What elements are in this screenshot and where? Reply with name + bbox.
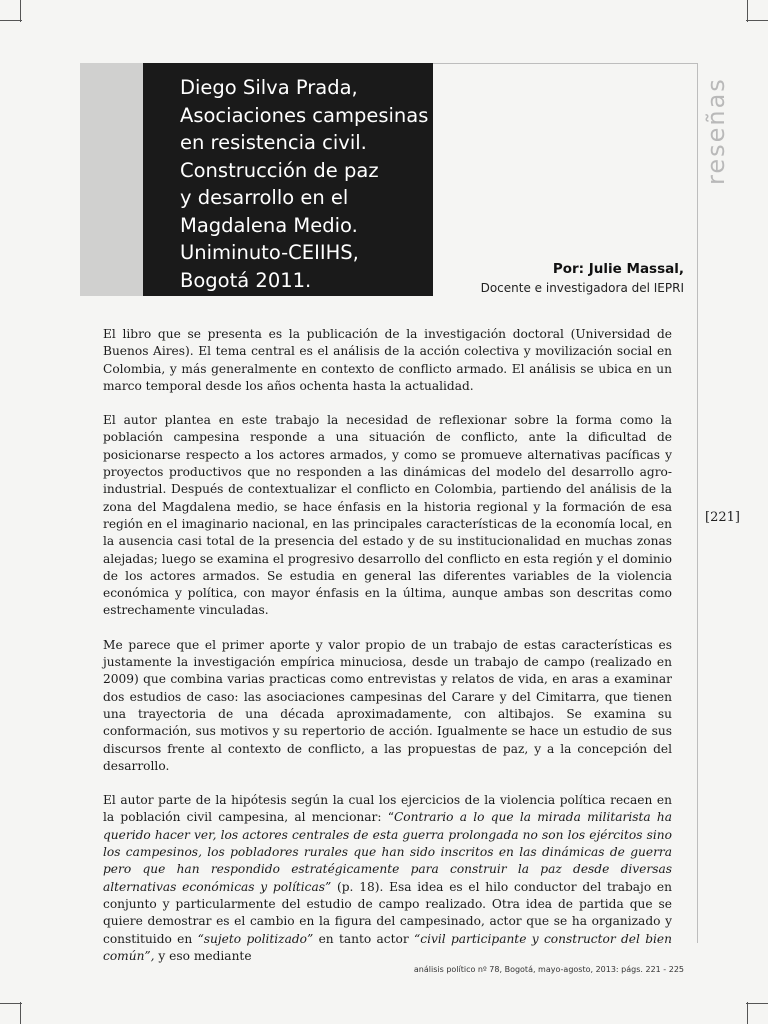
review-title: [180, 74, 429, 294]
paragraph: El autor plantea en este trabajo la necesidad de reflexionar sobre la forma como la población campesina responde a una situación de conflicto, ante la dificultad de posicionarse respecto a los actores armados, y como se promueve alternativas pacíficas y proyectos productivos que no responden a las dinámicas del modelo del desarrollo agro-industrial. Después de contextualizar el conflicto en Colombia, partiendo del análisis de la zona del Magdalena medio, se hace énfasis en la historia regional y la formación de esa región en el imaginario nacional, en las principales características de la economía local, en la ausencia casi total de la presencia del estado y de su institucionalidad en muchas zonas alejadas; luego se examina el progresivo desarrollo del conflicto en esta región y el dominio de los actores armados. Se estudia en general las diferentes variables de la violencia económica y política, con mayor énfasis en la última, aunque ambas son descritas como estrechamente vinculadas.: [103, 413, 672, 618]
title-line: Construcción de paz: [180, 158, 379, 182]
quote-text: Contrario a lo que la mirada militarista ha querido hacer ver, los actores centrales de esta guerra prolongada no son los ejércitos sino los campesinos, los pobladores rurales que han sido inscritos en las dinámicas de guerra pero que han respondido estratégicamente para construir la paz desde diversas alternativas económicas y políticas”: [103, 810, 672, 894]
crop-mark: [747, 0, 748, 22]
crop-mark: [20, 1002, 21, 1024]
crop-mark: [746, 1003, 768, 1004]
journal-footer: análisis político nº 78, Bogotá, mayo-agosto, 2013: págs. 221 - 225: [413, 965, 684, 974]
title-line: Magdalena Medio.: [180, 213, 358, 237]
author-block: [481, 261, 684, 295]
title-line: Uniminuto-CEIIHS,: [180, 241, 359, 264]
author-role: Docente e investigadora del IEPRI: [480, 281, 684, 295]
paragraph-text: en tanto actor: [313, 931, 415, 946]
quote-text: “sujeto politizado”: [197, 931, 314, 946]
title-line: y desarrollo en el: [180, 186, 349, 209]
author-name: Por: Julie Massal,: [552, 261, 684, 277]
title-side-bar: [80, 63, 143, 296]
title-line: Bogotá 2011.: [180, 268, 312, 292]
page-number: [221]: [705, 510, 740, 525]
paragraph: [103, 792, 672, 965]
frame-right-rule: [697, 63, 698, 943]
crop-mark: [0, 20, 22, 21]
paragraph: Me parece que el primer aporte y valor propio de un trabajo de estas características es justamente la investigación empírica minuciosa, desde un trabajo de campo (realizado en 2009) que combina varias practicas como entrevistas y relatos de vida, en aras a examinar dos estudios de caso: las asociaciones campesinas del Carare y del Cimitarra, que tienen una trayectoria de una década aproximadamente, con altibajos. Se examina su conformación, sus motivos y su repertorio de acción. Igualmente se hace un estudio de sus discursos frente al contexto de conflicto, a las propuestas de paz, y a la concepción del desarrollo.: [103, 637, 672, 773]
paragraph: El libro que se presenta es la publicación de la investigación doctoral (Universidad de Buenos Aires). El tema central es el análisis de la acción colectiva y movilización social en Colombia, y más generalmente en contexto de conflicto armado. El análisis se ubica en un marco temporal desde los años ochenta hasta la actualidad.: [103, 327, 672, 393]
paragraph-text: (p. 18). Esa idea es el hilo conductor del trabajo en conjunto y particularmente del estudio de campo realizado. Otra idea de partida que se quiere demostrar es el cambio en la figura del campesinado, actor que se ha organizado y constituido en: [103, 879, 672, 946]
crop-mark: [746, 20, 768, 21]
title-line: Diego Silva Prada,: [180, 76, 358, 99]
section-label: reseñas: [702, 77, 730, 185]
crop-mark: [0, 1003, 22, 1004]
crop-mark: [747, 1002, 748, 1024]
paragraph-text: y eso mediante: [154, 948, 252, 963]
title-line: en resistencia civil.: [180, 131, 367, 154]
paragraph-text: El autor parte de la hipótesis según la cual los ejercicios de la violencia política recaen en la población civil campesina, al mencionar: “: [103, 793, 672, 825]
article-body: [103, 326, 672, 982]
crop-mark: [20, 0, 21, 22]
quote-text: “civil participante y constructor del bien común”,: [103, 931, 672, 963]
title-line: Asociaciones campesinas: [180, 103, 429, 127]
